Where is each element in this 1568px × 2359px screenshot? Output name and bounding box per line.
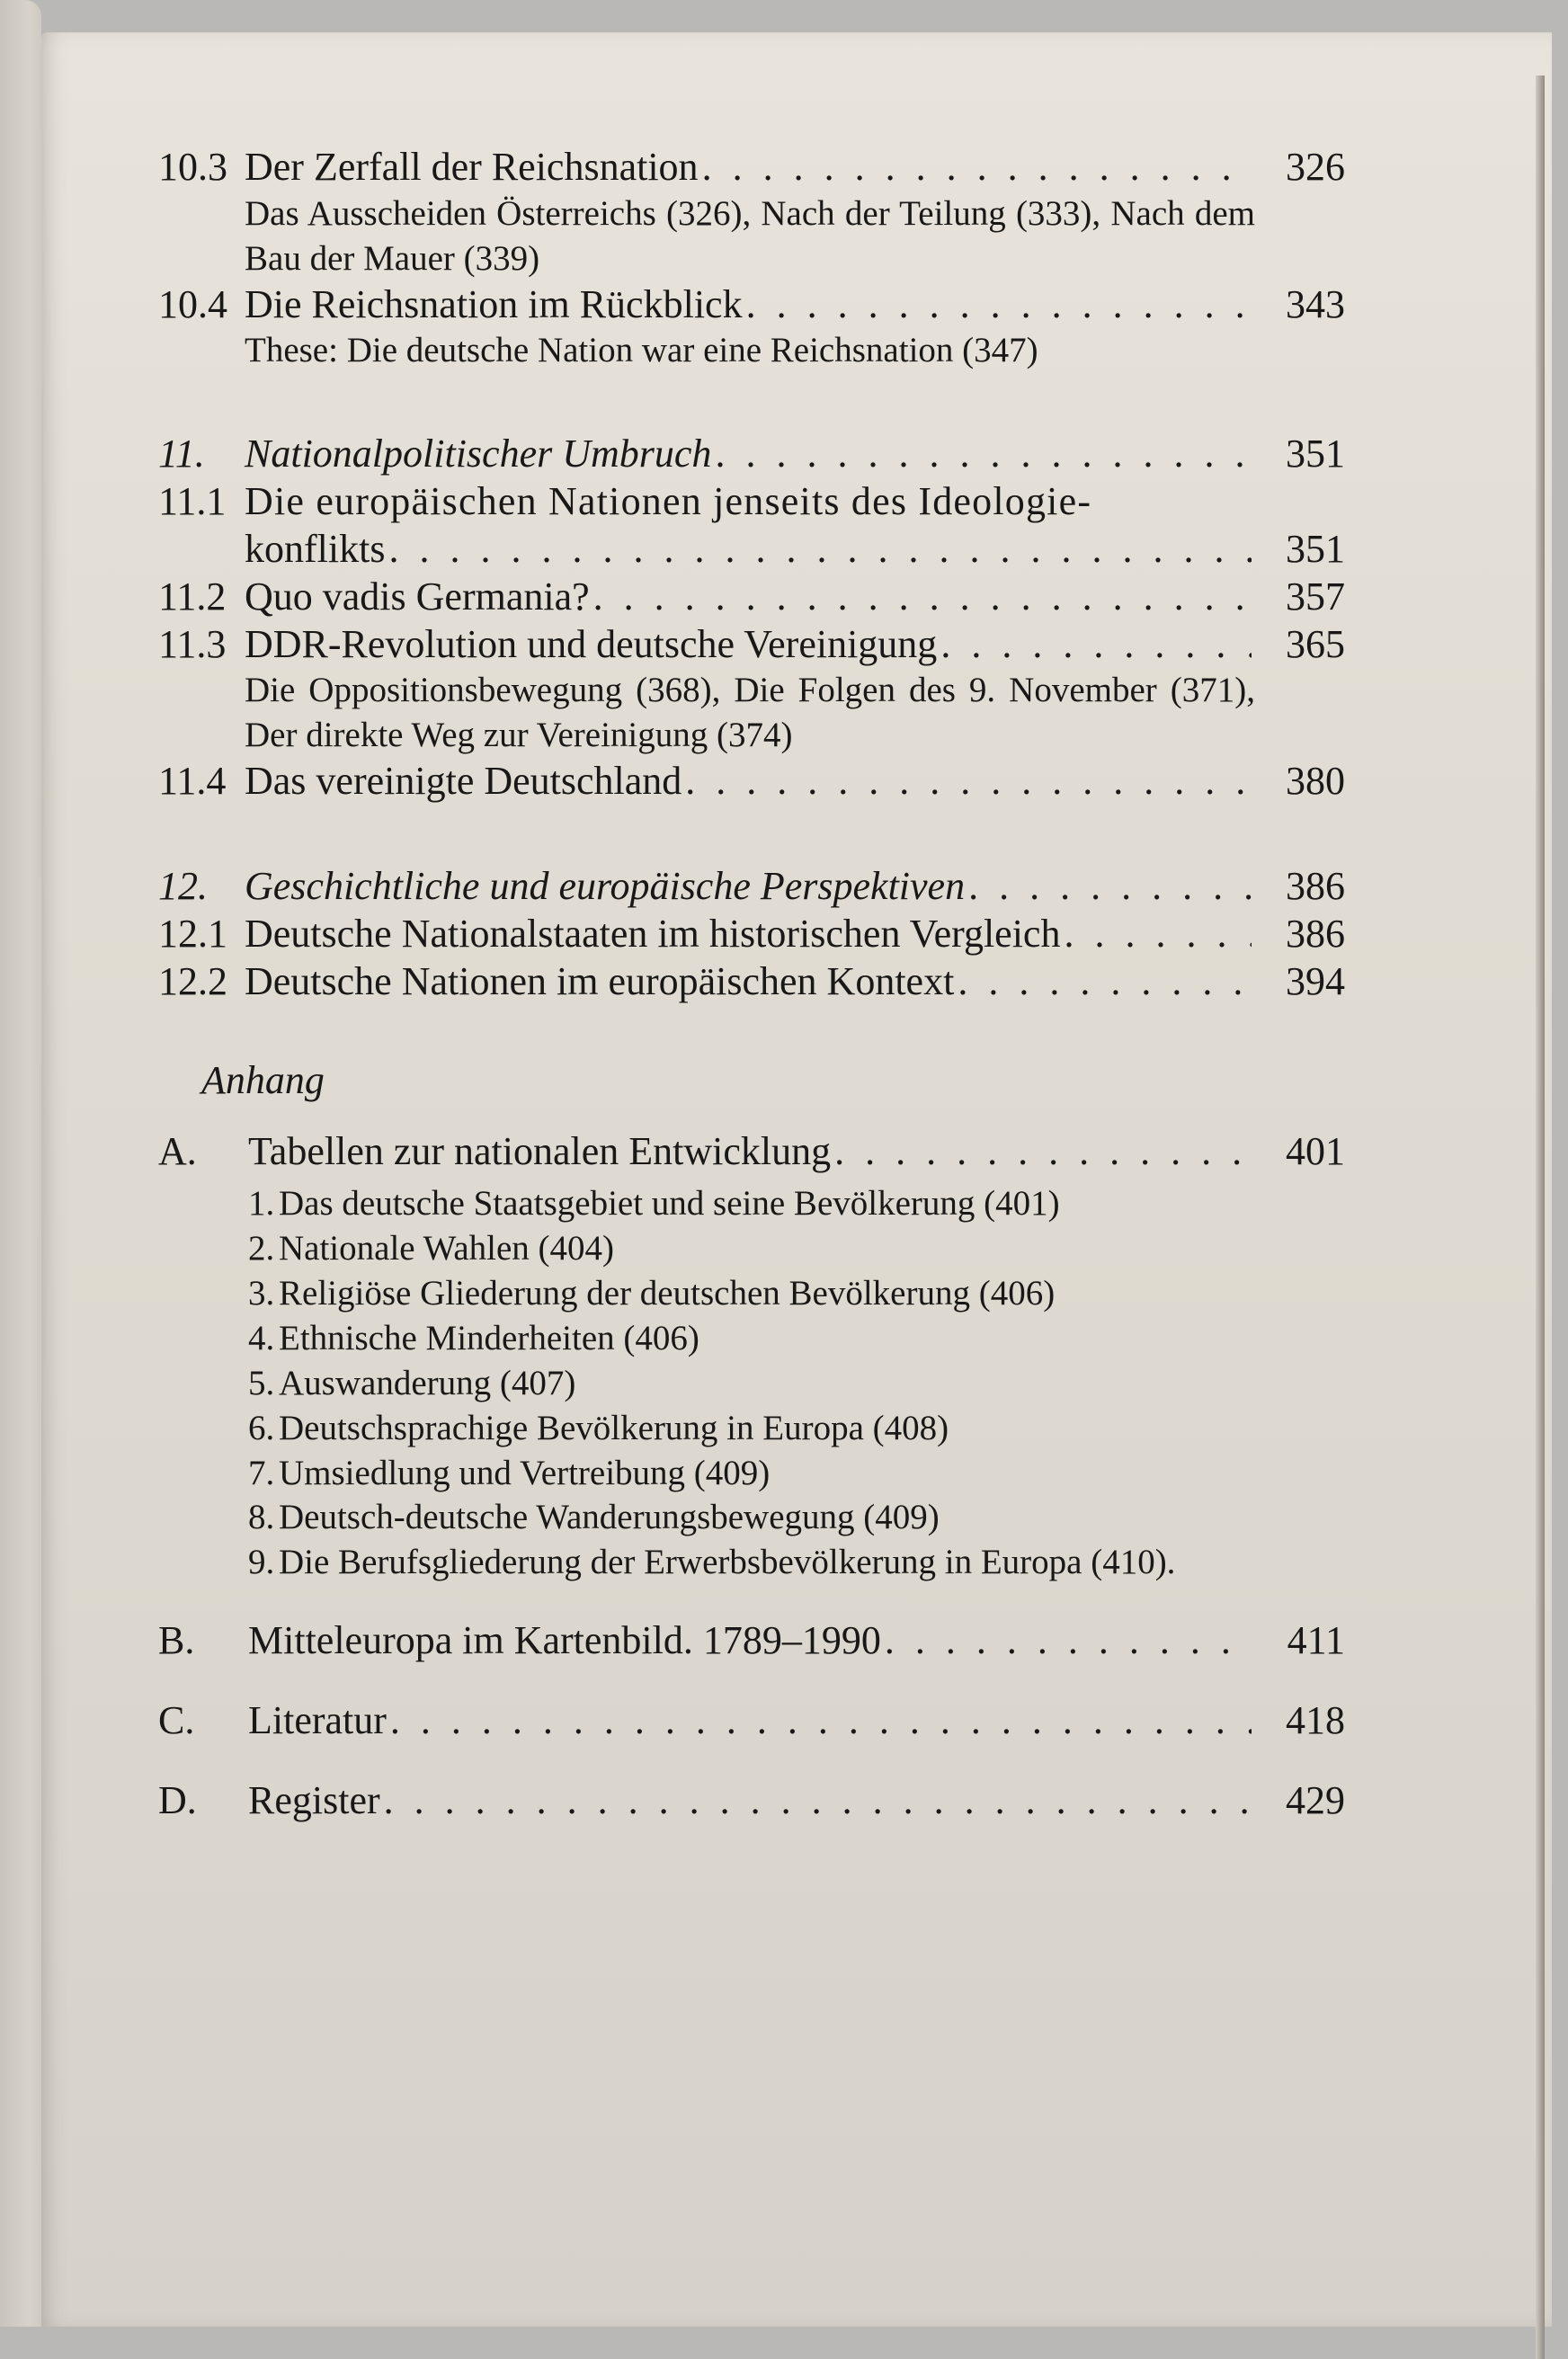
leader-dots xyxy=(1064,911,1252,958)
toc-entry-11-2 xyxy=(158,574,1345,621)
item-text: Religiöse Gliederung der deutschen Bevölkerung (406) xyxy=(279,1273,1056,1313)
page-number: 429 xyxy=(1286,1777,1345,1822)
section-title: Quo vadis Germania? xyxy=(245,574,590,619)
page-number: 351 xyxy=(1286,526,1345,571)
chapter-number: 12. xyxy=(158,863,208,908)
page-number: 418 xyxy=(1286,1698,1345,1743)
page-number: 380 xyxy=(1286,759,1345,804)
section-title: Die Reichsnation im Rückblick xyxy=(245,281,743,326)
leader-dots xyxy=(702,144,1252,191)
subsection-list: Die Oppositionsbewegung (368), Die Folgen des 9. November (371), Der direkte Weg zur Vereinigung (374) xyxy=(245,671,1255,755)
item-text: Die Berufsgliederung der Erwerbsbevölkerung in Europa (410). xyxy=(279,1543,1176,1582)
section-title-line1: Die europäischen Nationen jenseits des Ideologie- xyxy=(245,479,1092,524)
subsection-list: Das Ausscheiden Österreichs (326), Nach der Teilung (333), Nach dem Bau der Mauer (339) xyxy=(245,193,1255,278)
section-title-line2: konflikts xyxy=(245,526,386,571)
leader-dots xyxy=(958,958,1252,1006)
item-text: Das deutsche Staatsgebiet und seine Bevölkerung (401) xyxy=(279,1184,1060,1224)
section-number: 12.1 xyxy=(158,911,227,956)
appendix-heading: Anhang xyxy=(201,1058,325,1103)
appendix-title: Literatur xyxy=(248,1698,387,1743)
section-number: 10.4 xyxy=(158,281,227,326)
subsection-list: These: Die deutsche Nation war eine Reichsnation (347) xyxy=(245,331,1038,370)
appendix-letter: B. xyxy=(158,1618,195,1663)
leader-dots xyxy=(968,863,1252,911)
toc-entry-11-1 xyxy=(158,478,1345,526)
section-number: 11.4 xyxy=(158,759,227,804)
appendix-title: Tabellen zur nationalen Entwicklung xyxy=(248,1129,832,1174)
section-number: 10.3 xyxy=(158,145,227,189)
toc-entry-11-4 xyxy=(158,758,1345,806)
page-number: 386 xyxy=(1286,911,1345,956)
page-number: 351 xyxy=(1286,432,1345,476)
section-number: 11.3 xyxy=(158,621,227,666)
appendix-entry-b xyxy=(158,1617,1345,1665)
item-text: Nationale Wahlen (404) xyxy=(279,1229,615,1268)
list-item xyxy=(248,1451,1345,1496)
list-item xyxy=(248,1495,1345,1540)
page-number: 326 xyxy=(1286,145,1345,189)
toc-entry-11-3 xyxy=(158,621,1345,669)
table-of-contents xyxy=(158,144,1345,1825)
item-text: Auswanderung (407) xyxy=(279,1363,576,1402)
list-item xyxy=(248,1316,1345,1361)
list-item xyxy=(248,1540,1345,1585)
item-text: Deutschsprachige Bevölkerung in Europa (408) xyxy=(279,1408,949,1447)
item-number: 1. xyxy=(248,1184,275,1224)
list-item xyxy=(248,1271,1345,1316)
leader-dots xyxy=(885,1617,1252,1665)
page-number: 394 xyxy=(1286,958,1345,1003)
chapter-title: Nationalpolitischer Umbruch xyxy=(245,432,712,476)
toc-entry-12-1 xyxy=(158,911,1345,958)
leader-dots xyxy=(384,1777,1252,1825)
chapter-title: Geschichtliche und europäische Perspektiven xyxy=(245,863,966,908)
appendix-entry-c xyxy=(158,1697,1345,1745)
page-number: 357 xyxy=(1286,574,1345,619)
appendix-entry-a xyxy=(158,1128,1345,1176)
page-number: 343 xyxy=(1286,281,1345,326)
item-number: 8. xyxy=(248,1498,275,1537)
page-number: 386 xyxy=(1286,863,1345,908)
toc-entry-10-3 xyxy=(158,144,1345,191)
section-title: Das vereinigte Deutschland xyxy=(245,759,682,804)
page-stack-edge xyxy=(1536,76,1545,2359)
section-title: Deutsche Nationalstaaten im historischen Vergleich xyxy=(245,911,1061,956)
leader-dots xyxy=(715,431,1252,478)
previous-page-edge xyxy=(0,0,41,2327)
leader-dots xyxy=(834,1128,1252,1176)
section-title: Deutsche Nationen im europäischen Kontext xyxy=(245,958,955,1003)
section-number: 11.2 xyxy=(158,574,227,619)
item-text: Deutsch-deutsche Wanderungsbewegung (409) xyxy=(279,1498,940,1537)
item-text: Umsiedlung und Vertreibung (409) xyxy=(279,1453,771,1492)
appendix-letter: A. xyxy=(158,1129,197,1174)
toc-chapter-11 xyxy=(158,431,1345,478)
item-text: Ethnische Minderheiten (406) xyxy=(279,1318,699,1358)
toc-entry-11-1-continued xyxy=(158,526,1345,574)
item-number: 7. xyxy=(248,1453,275,1492)
list-item xyxy=(248,1181,1345,1226)
leader-dots xyxy=(388,526,1252,574)
item-number: 5. xyxy=(248,1363,275,1402)
section-title: Der Zerfall der Reichsnation xyxy=(245,145,699,189)
item-number: 6. xyxy=(248,1408,275,1447)
page-number: 411 xyxy=(1287,1618,1345,1663)
toc-entry-10-4 xyxy=(158,281,1345,329)
leader-dots xyxy=(593,574,1252,621)
leader-dots xyxy=(390,1697,1252,1745)
section-number: 11.1 xyxy=(158,479,227,524)
item-number: 3. xyxy=(248,1273,275,1313)
page-number: 401 xyxy=(1286,1129,1345,1174)
appendix-entry-d xyxy=(158,1777,1345,1825)
toc-entry-12-2 xyxy=(158,958,1345,1006)
leader-dots xyxy=(685,758,1252,806)
appendix-title: Register xyxy=(248,1777,380,1822)
appendix-letter: C. xyxy=(158,1698,195,1743)
item-number: 9. xyxy=(248,1543,275,1582)
appendix-title: Mitteleuropa im Kartenbild. 1789–1990 xyxy=(248,1618,881,1663)
toc-chapter-12 xyxy=(158,863,1345,911)
leader-dots xyxy=(746,281,1252,329)
page-number: 365 xyxy=(1286,621,1345,666)
section-title: DDR-Revolution und deutsche Vereinigung xyxy=(245,621,938,666)
table-list xyxy=(158,1181,1345,1585)
leader-dots xyxy=(940,621,1252,669)
item-number: 2. xyxy=(248,1229,275,1268)
list-item xyxy=(248,1406,1345,1451)
appendix-letter: D. xyxy=(158,1777,197,1822)
list-item xyxy=(248,1361,1345,1406)
item-number: 4. xyxy=(248,1318,275,1358)
list-item xyxy=(248,1226,1345,1271)
section-number: 12.2 xyxy=(158,958,227,1003)
chapter-number: 11. xyxy=(158,432,205,476)
